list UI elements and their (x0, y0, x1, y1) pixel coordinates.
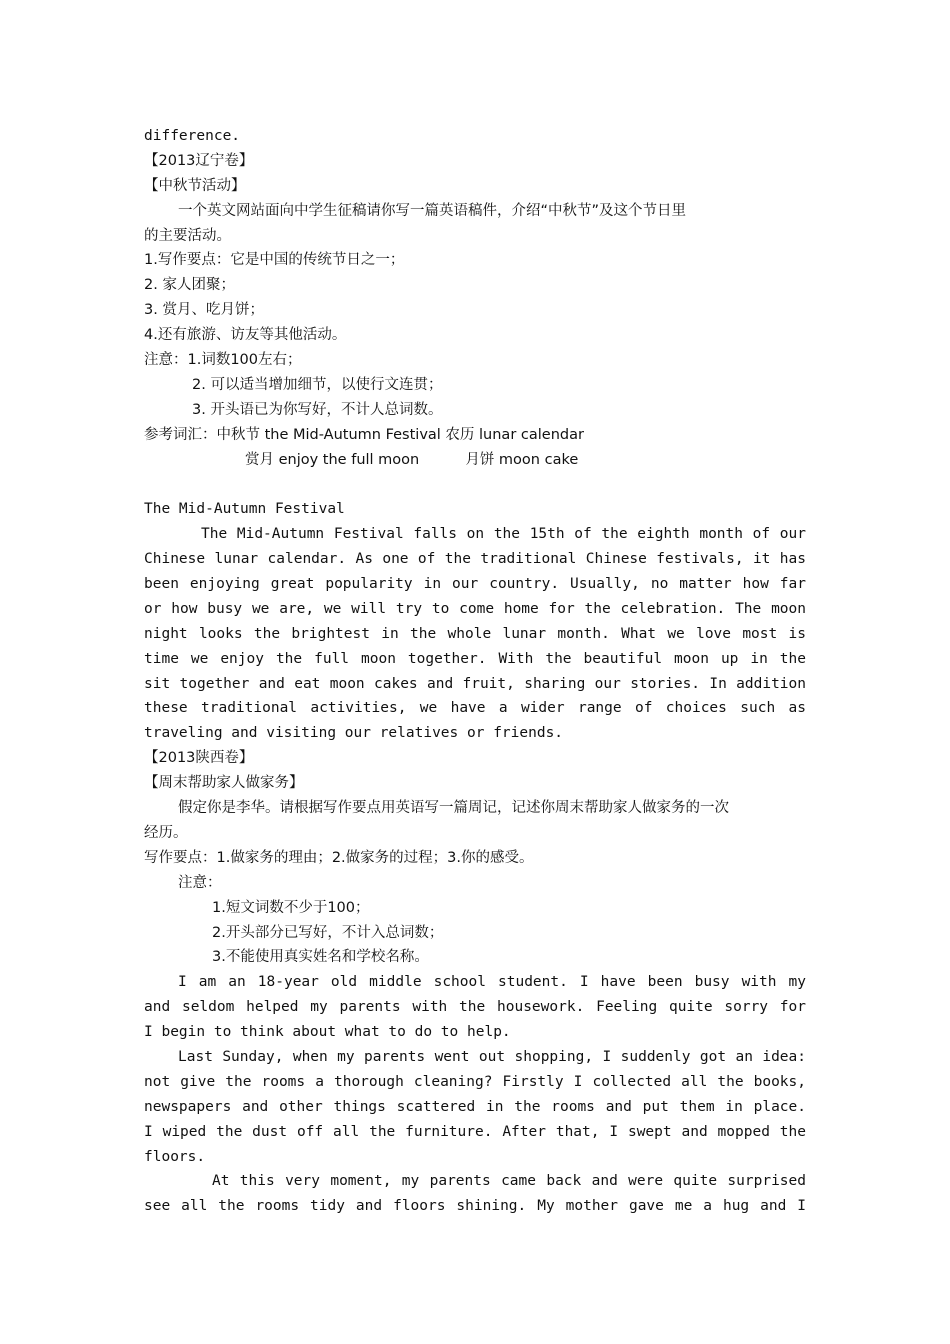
prompt-line: 的主要活动。 (144, 227, 231, 244)
essay-line: I begin to think about what to do to help. (144, 1024, 511, 1041)
note-line: 1.短文词数不少于100； (212, 899, 370, 916)
document-page (144, 124, 806, 1219)
point-line: 4.还有旅游、访友等其他活动。 (144, 327, 347, 344)
prompt-line: 一个英文网站面向中学生征稿请你写一篇英语稿件，介绍“中秋节”及这个节日里 (178, 202, 687, 219)
note-line: 2. 可以适当增加细节，以使行文连贯； (192, 376, 443, 393)
essay-line: not give the rooms a thorough cleaning? Firstly I collected all the books, (144, 1073, 806, 1090)
essay-line: time we enjoy the full moon together. With the beautiful moon up in the (144, 650, 806, 667)
note-line: 3. 开头语已为你写好，不计人总词数。 (192, 401, 443, 418)
essay-line: night looks the brightest in the whole lunar month. What we love most is (144, 625, 806, 642)
text-line: difference. (144, 128, 241, 144)
essay-line: newspapers and other things scattered in the rooms and put them in place. (144, 1098, 806, 1115)
exam-heading: 【2013辽宁卷】 (144, 152, 254, 169)
essay-line: Last Sunday, when my parents went out shopping, I suddenly got an idea: (178, 1048, 806, 1065)
essay-line: see all the rooms tidy and floors shining. My mother gave me a hug and I (144, 1198, 806, 1215)
essay-line: I am an 18-year old middle school student. I have been busy with my (178, 974, 806, 991)
essay-line: or how busy we are, we will try to come home for the celebration. The moon (144, 600, 806, 617)
essay-line: been enjoying great popularity in our country. Usually, no matter how far (144, 576, 806, 593)
note-line: 2.开头部分已写好，不计入总词数； (212, 924, 444, 941)
exam-heading: 【2013陕西卷】 (144, 750, 254, 767)
essay-line: At this very moment, my parents came back and were quite surprised (212, 1173, 806, 1190)
essay-line: The Mid-Autumn Festival falls on the 15th of the eighth month of our (201, 526, 806, 543)
essay-line: Chinese lunar calendar. As one of the traditional Chinese festivals, it has (144, 551, 806, 568)
prompt-line: 假定你是李华。请根据写作要点用英语写一篇周记，记述你周末帮助家人做家务的一次 (178, 800, 729, 817)
essay-line: floors. (144, 1148, 206, 1165)
note-line: 3.不能使用真实姓名和学校名称。 (212, 949, 429, 966)
point-line: 2. 家人团聚； (144, 277, 235, 294)
essay-line: these traditional activities, we have a wider range of choices such as (144, 700, 806, 717)
blank-line (144, 472, 806, 497)
vocab-line: 参考词汇：中秋节 the Mid-Autumn Festival 农历 lunar calendar (144, 426, 584, 443)
note-label: 注意： (178, 874, 222, 891)
topic-heading: 【周末帮助家人做家务】 (144, 775, 304, 792)
essay-line: I wiped the dust off all the furniture. After that, I swept and mopped the (144, 1123, 806, 1140)
prompt-line: 经历。 (144, 824, 188, 841)
essay-title: The Mid-Autumn Festival (144, 501, 345, 518)
essay-line: sit together and eat moon cakes and fruit, sharing our stories. In addition (144, 675, 806, 692)
point-line: 1.写作要点：它是中国的传统节日之一； (144, 252, 405, 269)
point-line: 3. 赏月、吃月饼； (144, 302, 264, 319)
essay-line: and seldom helped my parents with the housework. Feeling quite sorry for (144, 999, 806, 1016)
vocab-line: 赏月 enjoy the full moon 月饼 moon cake (245, 451, 579, 468)
topic-heading: 【中秋节活动】 (144, 177, 246, 194)
point-line: 写作要点：1.做家务的理由；2.做家务的过程；3.你的感受。 (144, 849, 534, 866)
essay-line: traveling and visiting our relatives or friends. (144, 725, 564, 742)
note-line: 注意：1.词数100左右； (144, 352, 302, 369)
